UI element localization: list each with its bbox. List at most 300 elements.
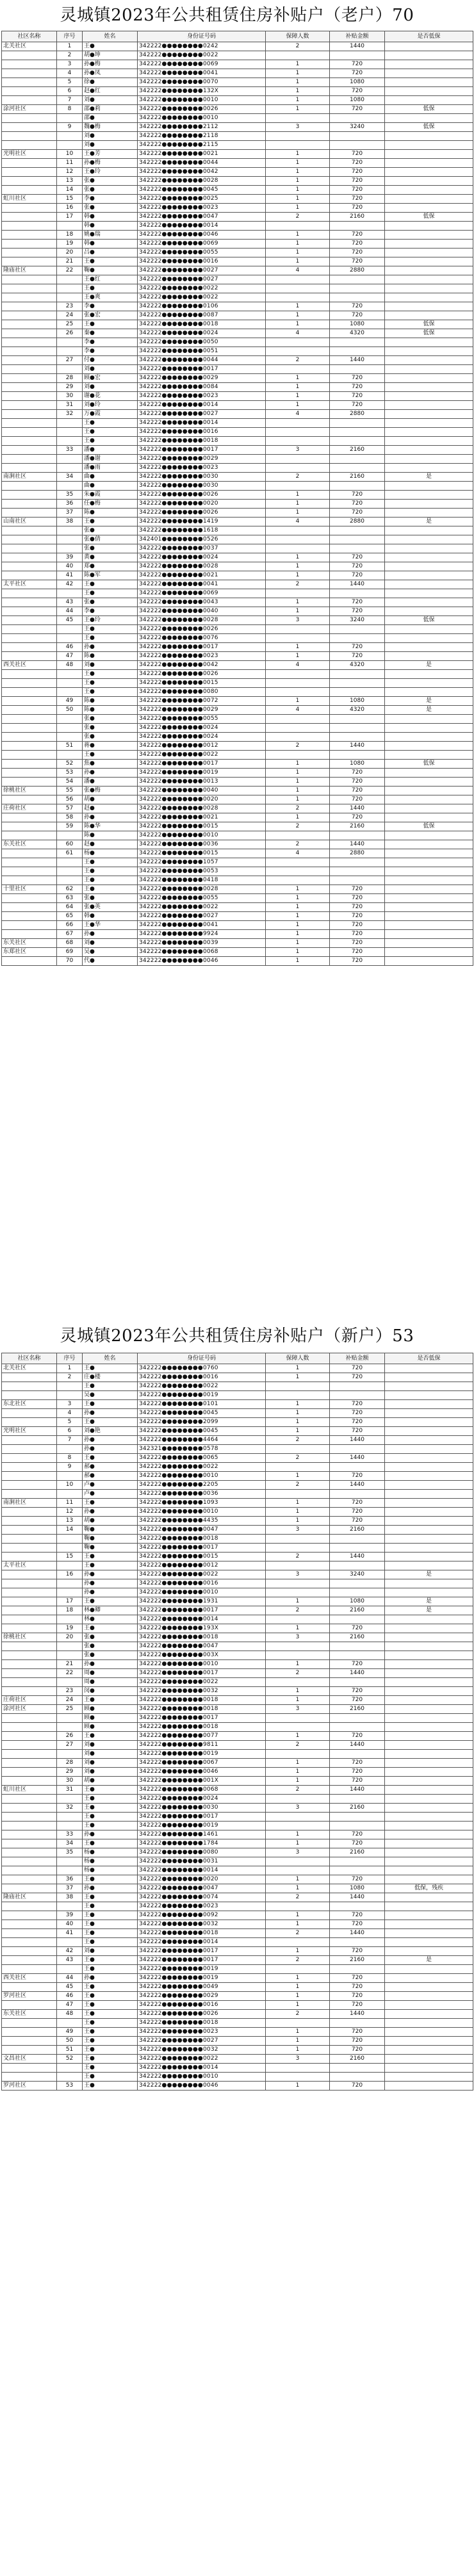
cell-id-number: 342222●●●●●●●●0023	[138, 652, 266, 661]
cell-community	[2, 240, 57, 249]
cell-community	[2, 643, 57, 652]
cell-id-number: 342222●●●●●●●●4464	[138, 1436, 266, 1445]
table-row	[2, 813, 473, 822]
cell-community	[2, 1481, 57, 1490]
cell-name: 刘●	[83, 383, 138, 392]
cell-subsidy-amount: 3240	[330, 123, 385, 132]
cell-subsidy-amount: 720	[330, 1687, 385, 1696]
table-row	[2, 2055, 473, 2064]
cell-name: 蒋●	[83, 742, 138, 751]
cell-subsidy-amount	[330, 114, 385, 123]
table-row	[2, 724, 473, 733]
cell-low-income	[385, 1651, 473, 1660]
table-row	[2, 1427, 473, 1436]
cell-subsidy-amount: 720	[330, 69, 385, 78]
cell-community	[2, 338, 57, 347]
cell-subsidy-amount	[330, 1857, 385, 1866]
cell-community	[2, 1615, 57, 1624]
table-row	[2, 697, 473, 706]
cell-seq	[57, 275, 83, 284]
cell-low-income	[385, 1839, 473, 1848]
cell-id-number: 342222●●●●●●●●0019	[138, 1965, 266, 1974]
cell-id-number: 342222●●●●●●●●0022	[138, 51, 266, 60]
cell-id-number: 342222●●●●●●●●0024	[138, 1795, 266, 1804]
cell-low-income: 是	[385, 1597, 473, 1606]
cell-community	[2, 1777, 57, 1786]
cell-seq	[57, 679, 83, 688]
cell-community	[2, 858, 57, 867]
cell-id-number: 342222●●●●●●●●0022	[138, 1382, 266, 1391]
cell-seq	[57, 293, 83, 302]
cell-subsidy-amount	[330, 1445, 385, 1454]
cell-community: 东关社区	[2, 840, 57, 849]
cell-low-income	[385, 96, 473, 105]
cell-people-count: 2	[266, 473, 330, 482]
cell-name: 李●	[83, 607, 138, 616]
cell-name: 孙●梅	[83, 60, 138, 69]
cell-people-count: 2	[266, 1606, 330, 1615]
cell-name: 王●	[83, 2037, 138, 2046]
cell-low-income	[385, 1938, 473, 1947]
cell-people-count: 1	[266, 249, 330, 257]
cell-name: 代●	[83, 957, 138, 966]
cell-id-number: 342222●●●●●●●●0017	[138, 1669, 266, 1678]
cell-community	[2, 1768, 57, 1777]
cell-community	[2, 1965, 57, 1974]
cell-low-income	[385, 1929, 473, 1938]
cell-community	[2, 1373, 57, 1382]
cell-id-number: 342222●●●●●●●●0042	[138, 661, 266, 670]
table-row	[2, 491, 473, 500]
cell-low-income	[385, 733, 473, 742]
cell-subsidy-amount	[330, 482, 385, 491]
cell-people-count	[266, 715, 330, 724]
cell-name: 闵●	[83, 1687, 138, 1696]
cell-people-count	[266, 1391, 330, 1400]
cell-id-number: 342222●●●●●●●●0022	[138, 2055, 266, 2064]
cell-community: 山南社区	[2, 518, 57, 526]
cell-seq	[57, 1938, 83, 1947]
cell-name: 王●芳	[83, 150, 138, 159]
cell-name: 王●	[83, 1597, 138, 1606]
cell-community	[2, 401, 57, 410]
cell-community	[2, 446, 57, 455]
cell-id-number: 342222●●●●●●●●0039	[138, 939, 266, 948]
cell-low-income	[385, 643, 473, 652]
table-row	[2, 1696, 473, 1705]
cell-people-count	[266, 1561, 330, 1570]
table-row	[2, 1391, 473, 1400]
cell-seq: 22	[57, 1669, 83, 1678]
cell-seq	[57, 634, 83, 643]
cell-id-number: 342222●●●●●●●●0046	[138, 231, 266, 240]
table-row	[2, 1579, 473, 1588]
cell-community: 十里社区	[2, 885, 57, 894]
cell-subsidy-amount: 720	[330, 778, 385, 787]
cell-seq: 51	[57, 742, 83, 751]
cell-community	[2, 1391, 57, 1400]
table-row	[2, 1938, 473, 1947]
table-row	[2, 598, 473, 607]
cell-seq	[57, 1615, 83, 1624]
table-row	[2, 473, 473, 482]
cell-community	[2, 625, 57, 634]
cell-low-income	[385, 1983, 473, 1992]
table-row	[2, 1848, 473, 1857]
cell-subsidy-amount	[330, 1678, 385, 1687]
table-row	[2, 1373, 473, 1382]
cell-seq	[57, 625, 83, 634]
table-row	[2, 1714, 473, 1723]
cell-low-income	[385, 1696, 473, 1705]
cell-low-income: 低保	[385, 822, 473, 831]
cell-subsidy-amount: 720	[330, 1508, 385, 1517]
cell-seq	[57, 1472, 83, 1481]
cell-id-number: 342401●●●●●●●●0526	[138, 535, 266, 544]
cell-people-count	[266, 2064, 330, 2073]
header-id-number: 身份证号码	[138, 31, 266, 42]
cell-community: 庄荷社区	[2, 804, 57, 813]
table-row	[2, 96, 473, 105]
cell-community	[2, 392, 57, 401]
table-row	[2, 1463, 473, 1472]
cell-id-number: 342222●●●●●●●●0017	[138, 446, 266, 455]
cell-id-number: 342222●●●●●●●●0022	[138, 903, 266, 912]
cell-people-count: 1	[266, 1517, 330, 1526]
table-row	[2, 769, 473, 778]
cell-id-number: 342222●●●●●●●●0018	[138, 1633, 266, 1642]
cell-people-count	[266, 222, 330, 231]
table-row	[2, 1974, 473, 1983]
cell-name: 王●	[83, 858, 138, 867]
cell-low-income	[385, 742, 473, 751]
cell-seq	[57, 831, 83, 840]
cell-community	[2, 2064, 57, 2073]
cell-id-number: 342222●●●●●●●●0014	[138, 2064, 266, 2073]
cell-subsidy-amount: 720	[330, 401, 385, 410]
cell-seq: 3	[57, 60, 83, 69]
cell-low-income	[385, 1409, 473, 1418]
cell-name: 王●	[83, 867, 138, 876]
cell-community	[2, 813, 57, 822]
table-row	[2, 1822, 473, 1830]
cell-name: 王●	[83, 1956, 138, 1965]
cell-community: 光明社区	[2, 1427, 57, 1436]
cell-community	[2, 87, 57, 96]
cell-name: 胡●	[83, 795, 138, 804]
cell-people-count: 2	[266, 1741, 330, 1750]
table-row	[2, 1929, 473, 1938]
cell-low-income	[385, 1678, 473, 1687]
cell-id-number: 342222●●●●●●●●0040	[138, 787, 266, 795]
table-row	[2, 1418, 473, 1427]
cell-community	[2, 1454, 57, 1463]
cell-id-number: 342222●●●●●●●●0019	[138, 1391, 266, 1400]
cell-people-count: 1	[266, 204, 330, 213]
cell-name: 谢●花	[83, 392, 138, 401]
cell-subsidy-amount: 720	[330, 948, 385, 957]
cell-seq: 55	[57, 787, 83, 795]
cell-id-number: 342222●●●●●●●●0047	[138, 1884, 266, 1893]
cell-people-count: 1	[266, 948, 330, 957]
cell-name: 王●	[83, 1839, 138, 1848]
cell-seq	[57, 1544, 83, 1553]
cell-community	[2, 141, 57, 150]
cell-community	[2, 2073, 57, 2082]
table-row	[2, 1651, 473, 1660]
table-row	[2, 1732, 473, 1741]
cell-seq	[57, 482, 83, 491]
table-row	[2, 266, 473, 275]
header-community: 社区名称	[2, 1353, 57, 1364]
cell-name: 周●	[83, 1669, 138, 1678]
cell-seq: 56	[57, 795, 83, 804]
table-row	[2, 392, 473, 401]
cell-subsidy-amount	[330, 679, 385, 688]
cell-community	[2, 428, 57, 437]
cell-subsidy-amount: 720	[330, 885, 385, 894]
cell-seq: 5	[57, 78, 83, 87]
cell-people-count	[266, 526, 330, 535]
cell-name: 张●	[83, 177, 138, 186]
cell-people-count: 1	[266, 1983, 330, 1992]
cell-seq	[57, 141, 83, 150]
cell-id-number: 342222●●●●●●●●0024	[138, 553, 266, 562]
cell-community: 徐桃社区	[2, 1633, 57, 1642]
cell-subsidy-amount: 4320	[330, 329, 385, 338]
cell-id-number: 342222●●●●●●●●0046	[138, 2082, 266, 2091]
cell-low-income	[385, 840, 473, 849]
cell-community: 虹川社区	[2, 1786, 57, 1795]
cell-people-count: 1	[266, 778, 330, 787]
cell-subsidy-amount	[330, 544, 385, 553]
cell-name: 黄●	[83, 553, 138, 562]
cell-id-number: 342222●●●●●●●●0015	[138, 1553, 266, 1561]
cell-people-count: 1	[266, 2028, 330, 2037]
cell-name: 王●	[83, 1454, 138, 1463]
cell-community	[2, 1606, 57, 1615]
cell-id-number: 342222●●●●●●●●0016	[138, 1579, 266, 1588]
cell-seq	[57, 1651, 83, 1660]
cell-seq: 38	[57, 518, 83, 526]
cell-id-number: 342222●●●●●●●●0021	[138, 571, 266, 580]
cell-id-number: 342222●●●●●●●●0023	[138, 204, 266, 213]
cell-name: 韩●	[83, 240, 138, 249]
cell-low-income	[385, 634, 473, 643]
cell-people-count	[266, 751, 330, 760]
header-subsidy-amount: 补贴金额	[330, 1353, 385, 1364]
cell-community	[2, 912, 57, 921]
cell-people-count: 1	[266, 2046, 330, 2055]
cell-low-income	[385, 150, 473, 159]
cell-subsidy-amount: 1440	[330, 742, 385, 751]
table-row	[2, 616, 473, 625]
cell-id-number: 342222●●●●●●●●0024	[138, 724, 266, 733]
cell-people-count: 2	[266, 213, 330, 222]
cell-id-number: 342222●●●●●●●●0036	[138, 1490, 266, 1499]
cell-seq: 24	[57, 1696, 83, 1705]
cell-id-number: 342222●●●●●●●●0087	[138, 311, 266, 320]
cell-subsidy-amount: 720	[330, 1696, 385, 1705]
cell-low-income	[385, 446, 473, 455]
table-row	[2, 1615, 473, 1624]
table-row	[2, 1606, 473, 1615]
cell-id-number: 342222●●●●●●●●0010	[138, 1508, 266, 1517]
table-row	[2, 159, 473, 168]
cell-name: 李●	[83, 338, 138, 347]
table-row	[2, 240, 473, 249]
table-row	[2, 51, 473, 60]
cell-people-count: 2	[266, 1436, 330, 1445]
cell-name: 王●	[83, 428, 138, 437]
cell-name: 郝●	[83, 1472, 138, 1481]
cell-people-count: 1	[266, 903, 330, 912]
cell-low-income	[385, 1732, 473, 1741]
cell-community	[2, 1920, 57, 1929]
cell-people-count	[266, 858, 330, 867]
cell-people-count: 1	[266, 1839, 330, 1848]
cell-subsidy-amount: 720	[330, 1400, 385, 1409]
cell-name: 王●	[83, 1732, 138, 1741]
cell-community	[2, 544, 57, 553]
cell-id-number: 342222●●●●●●●●1461	[138, 1830, 266, 1839]
cell-subsidy-amount: 1440	[330, 1741, 385, 1750]
cell-people-count: 1	[266, 921, 330, 930]
table-row	[2, 652, 473, 661]
cell-community	[2, 876, 57, 885]
cell-people-count: 1	[266, 2001, 330, 2010]
cell-seq: 17	[57, 1597, 83, 1606]
cell-seq: 2	[57, 1373, 83, 1382]
cell-id-number: 342222●●●●●●●●0010	[138, 1472, 266, 1481]
cell-low-income	[385, 867, 473, 876]
table-row	[2, 1920, 473, 1929]
cell-low-income	[385, 1777, 473, 1786]
cell-name: 孙●	[83, 1445, 138, 1454]
cell-low-income	[385, 1848, 473, 1857]
cell-low-income: 是	[385, 706, 473, 715]
cell-people-count: 3	[266, 1526, 330, 1535]
cell-name: 赵●	[83, 840, 138, 849]
cell-subsidy-amount: 720	[330, 643, 385, 652]
cell-name: 潘●雨	[83, 464, 138, 473]
cell-subsidy-amount: 1440	[330, 804, 385, 813]
cell-community	[2, 706, 57, 715]
table-row	[2, 1786, 473, 1795]
table-row	[2, 840, 473, 849]
table-row	[2, 1553, 473, 1561]
cell-community	[2, 795, 57, 804]
cell-seq: 7	[57, 96, 83, 105]
cell-seq: 21	[57, 1660, 83, 1669]
cell-low-income	[385, 715, 473, 724]
cell-subsidy-amount	[330, 338, 385, 347]
cell-subsidy-amount: 720	[330, 903, 385, 912]
cell-id-number: 342222●●●●●●●●0069	[138, 60, 266, 69]
cell-id-number: 342222●●●●●●●●0028	[138, 616, 266, 625]
cell-id-number: 342222●●●●●●●●0760	[138, 1364, 266, 1373]
cell-id-number: 342222●●●●●●●●0018	[138, 437, 266, 446]
cell-seq	[57, 1822, 83, 1830]
cell-community	[2, 177, 57, 186]
cell-community	[2, 123, 57, 132]
table-row	[2, 1965, 473, 1974]
table-row	[2, 1508, 473, 1517]
cell-seq	[57, 455, 83, 464]
cell-low-income	[385, 114, 473, 123]
cell-id-number: 342222●●●●●●●●0018	[138, 320, 266, 329]
cell-id-number: 342222●●●●●●●●0022	[138, 1463, 266, 1472]
cell-community: 文昌社区	[2, 2055, 57, 2064]
cell-seq: 42	[57, 1947, 83, 1956]
cell-subsidy-amount: 720	[330, 1830, 385, 1839]
table-row	[2, 939, 473, 948]
cell-name: 孙●凤	[83, 69, 138, 78]
cell-low-income	[385, 1768, 473, 1777]
cell-seq	[57, 715, 83, 724]
cell-people-count: 1	[266, 1992, 330, 2001]
cell-low-income	[385, 1454, 473, 1463]
cell-low-income	[385, 948, 473, 957]
cell-low-income	[385, 831, 473, 840]
cell-seq: 13	[57, 1517, 83, 1526]
table-row	[2, 1768, 473, 1777]
cell-id-number: 342222●●●●●●●●0036	[138, 840, 266, 849]
cell-community	[2, 2019, 57, 2028]
cell-name: 邵●莉	[83, 105, 138, 114]
cell-people-count: 1	[266, 1947, 330, 1956]
cell-community	[2, 867, 57, 876]
cell-name: 王●	[83, 1795, 138, 1804]
cell-seq: 48	[57, 661, 83, 670]
cell-id-number: 342222●●●●●●●●0013	[138, 778, 266, 787]
cell-low-income	[385, 1561, 473, 1570]
cell-name: 刘●	[83, 132, 138, 141]
cell-name: 王●	[83, 2064, 138, 2073]
cell-id-number: 342321●●●●●●●●0578	[138, 1445, 266, 1454]
cell-people-count	[266, 1938, 330, 1947]
cell-people-count	[266, 634, 330, 643]
cell-low-income	[385, 2010, 473, 2019]
cell-people-count	[266, 1615, 330, 1624]
cell-id-number: 342222●●●●●●●●0050	[138, 338, 266, 347]
cell-id-number: 342222●●●●●●●●0020	[138, 795, 266, 804]
cell-id-number: 342222●●●●●●●●0069	[138, 589, 266, 598]
cell-community: 虹川社区	[2, 195, 57, 204]
cell-id-number: 342222●●●●●●●●0055	[138, 249, 266, 257]
cell-name: 孙●	[83, 1588, 138, 1597]
cell-name: 王●	[83, 1938, 138, 1947]
table-row	[2, 2010, 473, 2019]
cell-seq: 36	[57, 1875, 83, 1884]
cell-people-count	[266, 1642, 330, 1651]
cell-people-count: 1	[266, 553, 330, 562]
cell-id-number: 342222●●●●●●●●0024	[138, 329, 266, 338]
cell-id-number: 342222●●●●●●●●0016	[138, 2001, 266, 2010]
cell-seq	[57, 589, 83, 598]
cell-name: 焦●	[83, 760, 138, 769]
cell-low-income	[385, 249, 473, 257]
table-row	[2, 1481, 473, 1490]
cell-low-income	[385, 347, 473, 356]
cell-low-income	[385, 544, 473, 553]
cell-subsidy-amount: 1440	[330, 2010, 385, 2019]
table-row	[2, 553, 473, 562]
cell-subsidy-amount: 2160	[330, 1606, 385, 1615]
cell-community	[2, 769, 57, 778]
cell-name: 万●霞	[83, 410, 138, 419]
cell-subsidy-amount: 2160	[330, 1705, 385, 1714]
